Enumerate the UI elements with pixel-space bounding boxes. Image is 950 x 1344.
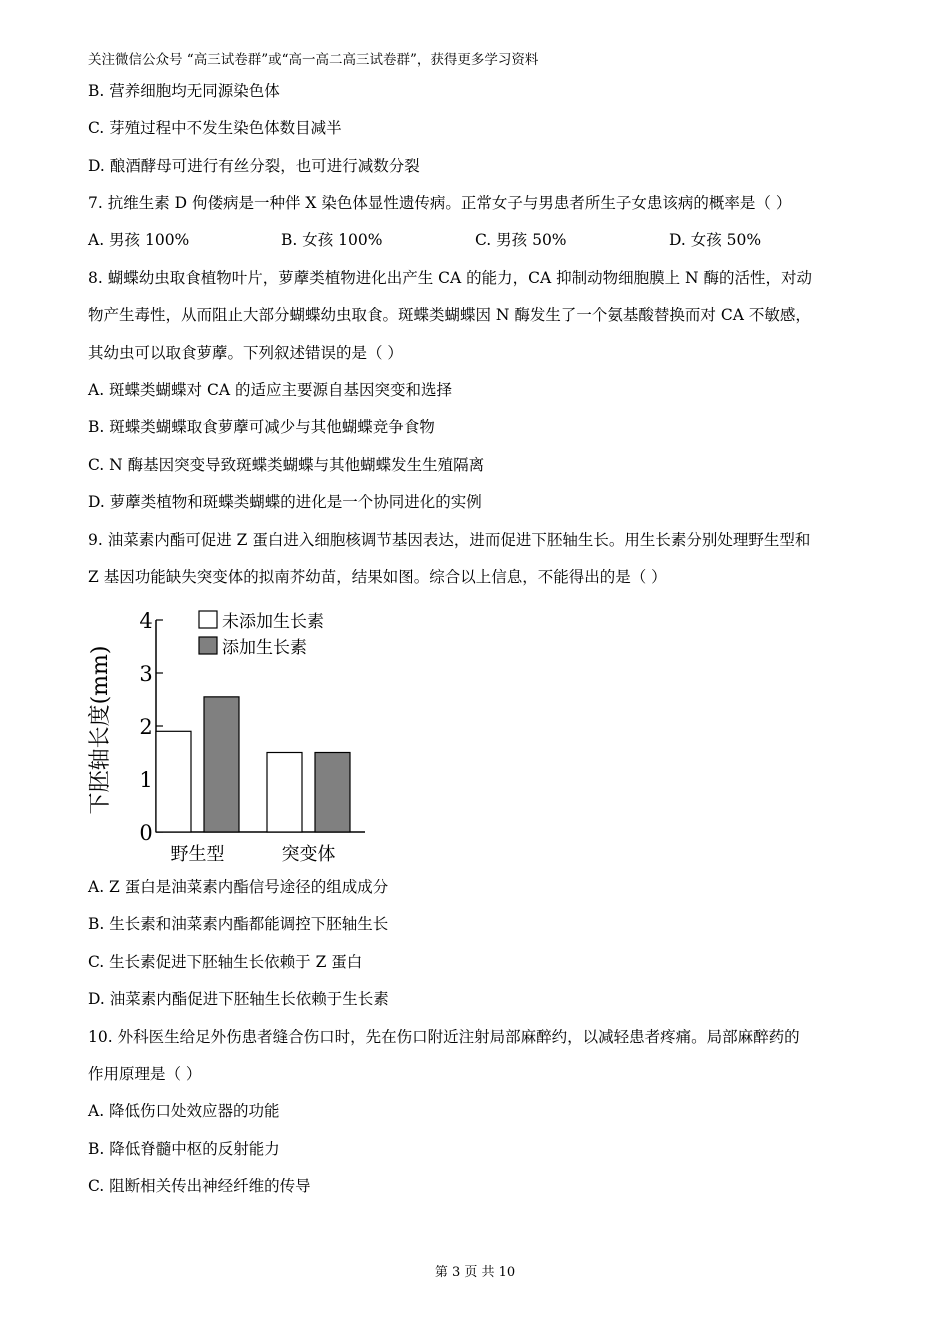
- q8-option-c: C. N 酶基因突变导致斑蝶类蝴蝶与其他蝴蝶发生生殖隔离: [88, 456, 485, 474]
- legend-label-auxin: 添加生长素: [222, 638, 307, 658]
- q6-option-c: C. 芽殖过程中不发生染色体数目减半: [88, 119, 342, 137]
- bar-野生型-未添加生长素: [156, 731, 191, 832]
- legend-label-no-auxin: 未添加生长素: [222, 612, 324, 632]
- q8-option-d: D. 萝藦类植物和斑蝶类蝴蝶的进化是一个协同进化的实例: [88, 493, 482, 511]
- legend-swatch-no-auxin: [199, 611, 217, 628]
- y-tick-label-4: 4: [139, 609, 153, 633]
- q10-option-b: B. 降低脊髓中枢的反射能力: [88, 1140, 280, 1158]
- q9-stem-line-1: 9. 油菜素内酯可促进 Z 蛋白进入细胞核调节基因表达，进而促进下胚轴生长。用生长素分别处理野生型和: [88, 531, 811, 549]
- q10-option-c: C. 阻断相关传出神经纤维的传导: [88, 1177, 311, 1195]
- chart-y-axis-label: 下胚轴长度(mm): [88, 645, 113, 815]
- y-tick-label-1: 1: [139, 768, 153, 792]
- bar-突变体-未添加生长素: [267, 753, 302, 833]
- page-footer: 第 3 页 共 10: [434, 1265, 516, 1280]
- q9-option-b: B. 生长素和油菜素内酯都能调控下胚轴生长: [88, 915, 389, 933]
- q6-option-d: D. 酿酒酵母可进行有丝分裂，也可进行减数分裂: [88, 157, 420, 175]
- q10-stem-line-2: 作用原理是（ ）: [88, 1065, 202, 1083]
- q10-stem-line-1: 10. 外科医生给足外伤患者缝合伤口时，先在伤口附近注射局部麻醉约，以减轻患者疼痛。局部麻醉药的: [88, 1028, 800, 1046]
- x-category-label-野生型: 野生型: [170, 844, 225, 865]
- q8-option-b: B. 斑蝶类蝴蝶取食萝藦可减少与其他蝴蝶竞争食物: [88, 418, 435, 436]
- q9-option-a: A. Z 蛋白是油菜素内酯信号途径的组成成分: [88, 878, 389, 896]
- q6-option-b: B. 营养细胞均无同源染色体: [88, 82, 280, 100]
- y-tick-label-2: 2: [139, 715, 153, 739]
- legend-swatch-auxin: [199, 637, 217, 654]
- q7-option-a: A. 男孩 100%: [88, 231, 190, 249]
- bar-野生型-添加生长素: [204, 697, 239, 832]
- q8-stem-line-2: 物产生毒性，从而阻止大部分蝴蝶幼虫取食。斑蝶类蝴蝶因 N 酶发生了一个氨基酸替换而对 CA 不敏感，: [88, 306, 811, 324]
- y-tick-label-0: 0: [139, 821, 153, 845]
- q10-option-a: A. 降低伤口处效应器的功能: [88, 1102, 280, 1120]
- hypocotyl-length-chart: [80, 600, 380, 872]
- q7-option-c: C. 男孩 50%: [475, 231, 567, 249]
- x-category-label-突变体: 突变体: [281, 844, 336, 865]
- q7-option-b: B. 女孩 100%: [281, 231, 383, 249]
- q7-stem: 7. 抗维生素 D 佝偻病是一种伴 X 染色体显性遗传病。正常女子与男患者所生子女患该病的概率是（ ）: [88, 194, 792, 212]
- q9-option-d: D. 油菜素内酯促进下胚轴生长依赖于生长素: [88, 990, 389, 1008]
- q9-stem-line-2: Z 基因功能缺失突变体的拟南芥幼苗，结果如图。综合以上信息，不能得出的是（ ）: [88, 568, 667, 586]
- q8-option-a: A. 斑蝶类蝴蝶对 CA 的适应主要源自基因突变和选择: [88, 381, 452, 399]
- q8-stem-line-3: 其幼虫可以取食萝藦。下列叙述错误的是（ ）: [88, 344, 403, 362]
- bar-突变体-添加生长素: [315, 753, 350, 833]
- page-header: 关注微信公众号 “高三试卷群”或“高一高二高三试卷群”，获得更多学习资料: [88, 52, 539, 68]
- y-tick-label-3: 3: [139, 662, 153, 686]
- q7-option-d: D. 女孩 50%: [669, 231, 762, 249]
- q9-option-c: C. 生长素促进下胚轴生长依赖于 Z 蛋白: [88, 953, 363, 971]
- q8-stem-line-1: 8. 蝴蝶幼虫取食植物叶片，萝藦类植物进化出产生 CA 的能力，CA 抑制动物细胞膜上 N 酶的活性，对动: [88, 269, 813, 287]
